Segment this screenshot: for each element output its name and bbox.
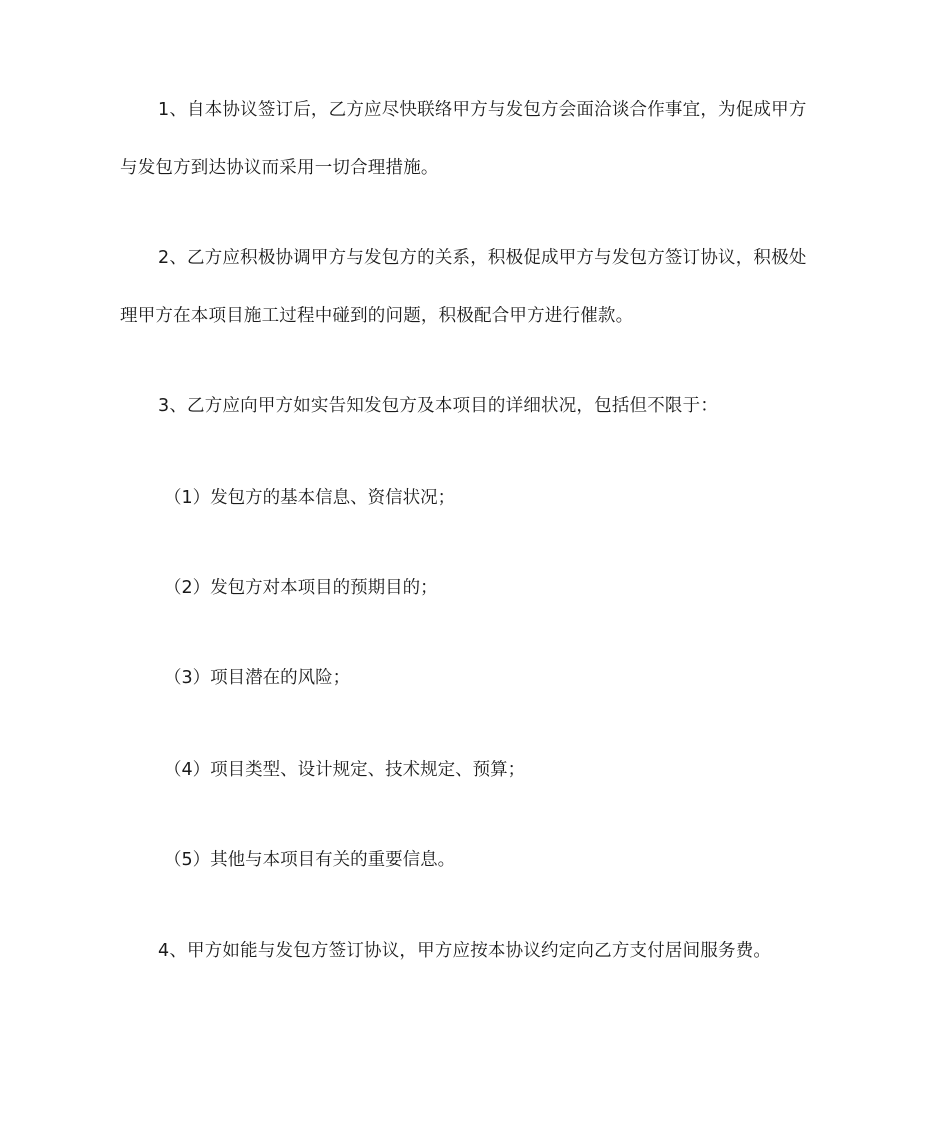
paragraph-2-line-2: 理甲方在本项目施工过程中碰到的问题，积极配合甲方进行催款。 (120, 306, 634, 326)
list-item: （5）其他与本项目有关的重要信息。 (164, 850, 456, 870)
list-item: （3）项目潜在的风险； (164, 668, 351, 688)
paragraph-1-line-2: 与发包方到达协议而采用一切合理措施。 (120, 158, 439, 178)
list-item: （1）发包方的基本信息、资信状况； (164, 488, 456, 508)
paragraph-1-line-1: 1、自本协议签订后，乙方应尽快联络甲方与发包方会面洽谈合作事宜，为促成甲方 (158, 100, 807, 120)
paragraph-3-line-1: 3、乙方应向甲方如实告知发包方及本项目的详细状况，包括但不限于： (158, 396, 719, 416)
paragraph-2-line-1: 2、乙方应积极协调甲方与发包方的关系，积极促成甲方与发包方签订协议，积极处 (158, 248, 807, 268)
paragraph-3 (120, 377, 832, 435)
list-item: （2）发包方对本项目的预期目的； (164, 578, 438, 598)
paragraph-1 (120, 81, 832, 197)
paragraph-4-line-1: 4、甲方如能与发包方签订协议，甲方应按本协议约定向乙方支付居间服务费。 (158, 941, 772, 961)
list-item: （4）项目类型、设计规定、技术规定、预算； (164, 760, 526, 780)
paragraph-4 (120, 922, 832, 980)
paragraph-2 (120, 229, 832, 345)
